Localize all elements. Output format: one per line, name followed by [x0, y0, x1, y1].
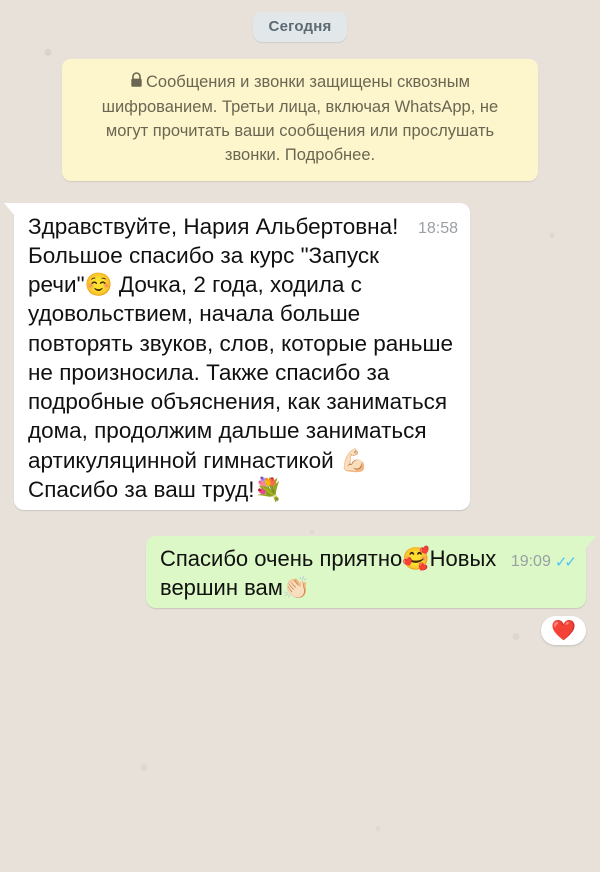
date-divider-row [14, 12, 586, 42]
message-row-outgoing [14, 536, 586, 608]
message-meta-incoming [418, 220, 458, 238]
message-reaction[interactable] [541, 616, 586, 645]
message-text: Спасибо очень приятно🥰Новых вершин вам👏🏻 [160, 546, 503, 600]
heart-emoji-icon: ❤️ [551, 620, 576, 643]
message-row-incoming [14, 203, 586, 511]
message-text: Здравствуйте, Нария Альбертовна! Большое спасибо за курс "Запуск речи"☺️ Дочка, 2 года, ходила с удовольствием, начала больше повторять звуков, слов, которые раньше не произносила. Также спасибо за подробные объяснения, как заниматься дома, продолжим дальше заниматься артикуляцинной гимнастикой 💪🏻 Спасибо за ваш труд!💐 [28, 213, 460, 502]
encryption-notice-row [14, 42, 586, 181]
message-meta-outgoing [511, 553, 574, 571]
lock-icon [130, 72, 143, 96]
message-time: 19:09 [510, 553, 551, 571]
double-check-icon: ✓✓ [554, 554, 574, 572]
date-divider-chip: Сегодня [253, 12, 348, 42]
encryption-notice[interactable] [62, 59, 538, 181]
message-bubble-outgoing[interactable] [146, 536, 586, 608]
message-time: 18:58 [417, 219, 458, 237]
encryption-notice-text: Сообщения и звонки защищены сквозным шифрованием. Третьи лица, включая WhatsApp, не могут прочитать ваши сообщения или прослушать звонки. Подробнее. [101, 73, 499, 164]
reaction-row [14, 608, 586, 645]
message-bubble-incoming[interactable] [14, 203, 470, 511]
